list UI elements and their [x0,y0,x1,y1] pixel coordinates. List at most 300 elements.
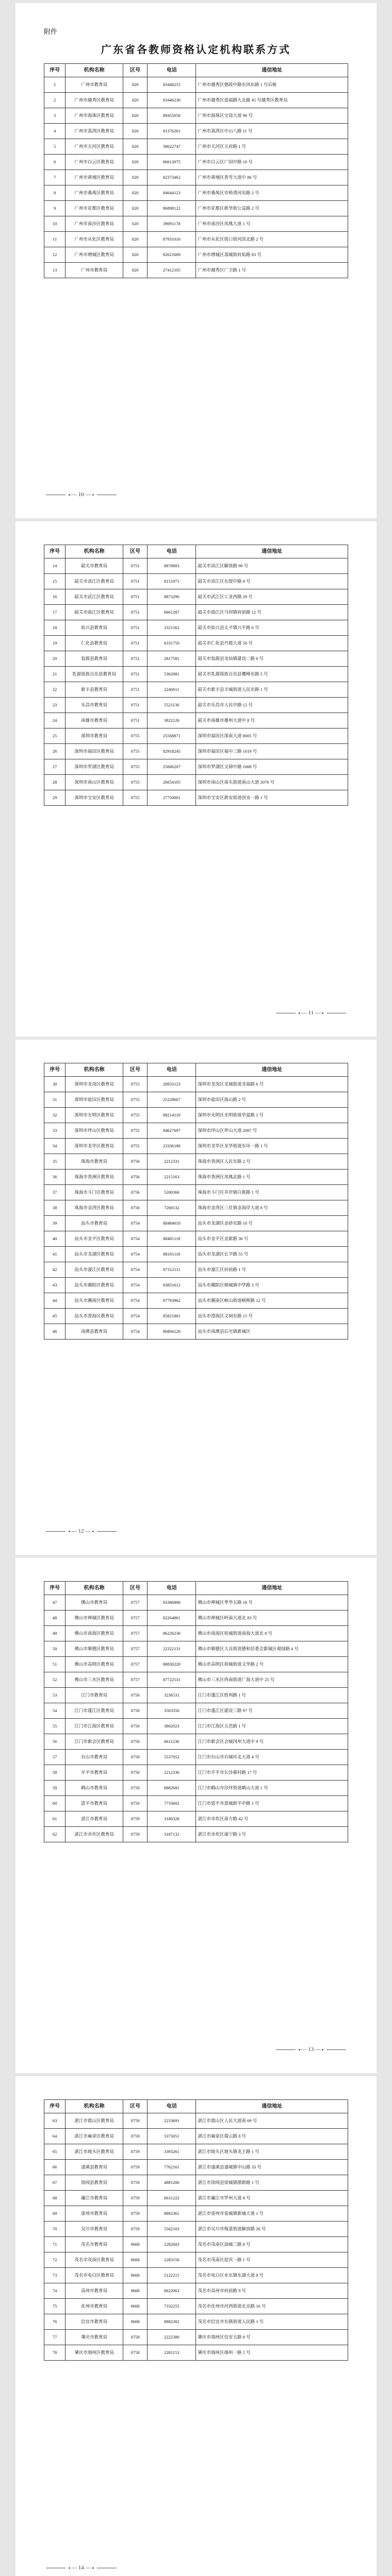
cell-name: 汕头市濠江区教育局 [66,1262,123,1278]
cell-address: 韶关市曲江区马坝镇府前路 12 号 [196,605,348,620]
column-header-area: 区号 [123,1582,148,1595]
table-row [44,620,348,636]
cell-name: 珠海市金湾区教育局 [66,1200,123,1216]
cell-name: 化州市教育局 [66,2299,123,2314]
page-number-text: — 11 — [301,1010,321,1016]
cell-name: 徐闻县教育局 [66,2175,123,2191]
cell-area: 0750 [123,1796,148,1811]
cell-name: 广州市从化区教育局 [66,232,123,247]
cell-name: 茂名市电白区教育局 [66,2268,123,2283]
cell-phone: 85821881 [148,1309,196,1324]
cell-name: 珠海市香洲区教育局 [66,1170,123,1185]
cell-phone: 5122215 [148,2268,196,2283]
cell-no: 43 [44,1278,66,1293]
cell-area: 0668 [123,2283,148,2299]
column-header-phone: 电话 [148,1063,196,1077]
cell-no: 68 [44,2191,66,2206]
cell-no: 23 [44,698,66,713]
cell-area: 0751 [123,558,148,574]
cell-name: 佛山市顺德区教育局 [66,1641,123,1657]
cell-address: 广州市天河区天府路 1 号 [196,139,348,155]
column-header-address: 通信地址 [196,1063,348,1077]
cell-area: 0756 [123,1154,148,1170]
cell-area: 0756 [123,1170,148,1185]
column-header-no: 序号 [44,1063,66,1077]
cell-area: 0755 [123,790,148,806]
cell-name: 恩平市教育局 [66,1796,123,1811]
column-header-address: 通信地址 [196,2100,348,2113]
table-row [44,1154,348,1170]
cell-name: 佛山市禅城区教育局 [66,1611,123,1626]
cell-area: 0751 [123,589,148,605]
column-header-area: 区号 [123,64,148,77]
cell-address: 韶关市乐昌市人民中路 12 号 [196,698,348,713]
cell-phone: 28933123 [148,1077,196,1092]
cell-phone: 7762161 [148,2160,196,2175]
cell-area: 0759 [123,2129,148,2144]
cell-address: 湛江市吴川市梅菉街道解放路 26 号 [196,2222,348,2237]
cell-phone: 3503356 [148,1703,196,1719]
table-row [44,2252,348,2268]
cell-no: 55 [44,1719,66,1734]
cell-no: 33 [44,1123,66,1139]
table-row [44,93,348,108]
table-row [44,1123,348,1139]
column-header-area: 区号 [123,2100,148,2113]
table-row [44,1750,348,1765]
cell-phone: 7268132 [148,1200,196,1216]
cell-no: 25 [44,728,66,744]
cell-no: 40 [44,1231,66,1247]
table-row [44,574,348,589]
cell-name: 茂名市教育局 [66,2237,123,2252]
cell-name: 韶关市曲江区教育局 [66,605,123,620]
page-number [44,1528,119,1534]
cell-phone: 4881206 [148,2175,196,2191]
cell-phone: 83386806 [148,1595,196,1611]
cell-no: 49 [44,1626,66,1641]
column-header-area: 区号 [123,545,148,558]
cell-area: 0759 [123,2206,148,2222]
contact-table [44,545,348,806]
cell-area: 0751 [123,713,148,728]
table-row [44,744,348,759]
cell-name: 韶关市教育局 [66,558,123,574]
cell-area: 020 [123,216,148,232]
table-row [44,263,348,278]
cell-area: 0755 [123,759,148,775]
cell-address: 深圳市南山区南头街道南山大道 2076 号 [196,775,348,790]
table-row [44,1703,348,1719]
table-row [44,589,348,605]
cell-address: 广州市增城区荔城街府佑路 83 号 [196,247,348,263]
cell-area: 0750 [123,1734,148,1750]
table-row [44,713,348,728]
cell-no: 56 [44,1734,66,1750]
table-row [44,1688,348,1703]
cell-name: 信宜市教育局 [66,2314,123,2330]
cell-area: 020 [123,155,148,170]
cell-phone: 88481118 [148,1231,196,1247]
cell-area: 0754 [123,1247,148,1262]
cell-phone: 2817581 [148,651,196,667]
contact-table [44,63,348,278]
cell-area: 0756 [123,1185,148,1200]
table-row [44,682,348,698]
cell-no: 44 [44,1293,66,1309]
table-row [44,1108,348,1123]
table-row [44,170,348,185]
cell-area: 020 [123,93,148,108]
table-row [44,2144,348,2160]
cell-name: 广州市教育局 [66,263,123,278]
page-number-text: — 12 — [71,1528,91,1534]
cell-address: 深圳市福田区福中三路 1019 号 [196,744,348,759]
cell-name: 南雄市教育局 [66,713,123,728]
cell-address: 广州市花都区新华街公益路 2 号 [196,201,348,216]
cell-area: 0759 [123,1827,148,1842]
cell-name: 吴川市教育局 [66,2222,123,2237]
cell-address: 韶关市仁化县丹霞大道 50 号 [196,636,348,651]
cell-name: 佛山市教育局 [66,1595,123,1611]
column-header-no: 序号 [44,64,66,77]
cell-name: 汕头市澄海区教育局 [66,1309,123,1324]
cell-area: 0750 [123,1719,148,1734]
table-row [44,2160,348,2175]
cell-phone: 2282603 [148,2237,196,2252]
cell-phone: 2212336 [148,1765,196,1781]
cell-no: 74 [44,2283,66,2299]
cell-name: 开平市教育局 [66,1765,123,1781]
table-row [44,1811,348,1827]
column-header-phone: 电话 [148,1582,196,1595]
cell-address: 湛江市赤坎区南方路 42 号 [196,1811,348,1827]
cell-phone: 87793962 [148,1293,196,1309]
column-header-phone: 电话 [148,545,196,558]
column-header-address: 通信地址 [196,545,348,558]
table-row [44,759,348,775]
cell-no: 24 [44,713,66,728]
cell-name: 广州市黄埔区教育局 [66,170,123,185]
cell-no: 60 [44,1796,66,1811]
cell-phone: 22322131 [148,1641,196,1657]
cell-no: 78 [44,2345,66,2361]
cell-phone: 88830220 [148,1657,196,1672]
cell-address: 汕头市龙湖区金砂东路 10 号 [196,1216,348,1231]
table-row [44,2330,348,2345]
table-row [44,1231,348,1247]
document-page [15,1040,377,1555]
cell-area: 0757 [123,1657,148,1672]
cell-no: 41 [44,1247,66,1262]
table-row [44,185,348,201]
table-header-row [44,1582,348,1595]
table-row [44,1827,348,1842]
table-row [44,651,348,667]
cell-no: 42 [44,1262,66,1278]
cell-no: 3 [44,108,66,124]
cell-no: 73 [44,2268,66,2283]
cell-phone: 87312111 [148,1262,196,1278]
cell-name: 肇庆市端州区教育局 [66,2345,123,2361]
table-row [44,1309,348,1324]
table-row [44,2345,348,2361]
cell-area: 0751 [123,620,148,636]
cell-name: 深圳市南山区教育局 [66,775,123,790]
cell-name: 深圳市龙华区教育局 [66,1139,123,1154]
column-header-name: 机构名称 [66,1582,123,1595]
cell-no: 35 [44,1154,66,1170]
cell-area: 020 [123,124,148,139]
cell-name: 广州市花都区教育局 [66,201,123,216]
cell-area: 0756 [123,1200,148,1216]
cell-phone: 82373462 [148,170,196,185]
cell-area: 0755 [123,1123,148,1139]
cell-area: 020 [123,247,148,263]
column-header-name: 机构名称 [66,545,123,558]
cell-area: 0755 [123,744,148,759]
cell-phone: 6331750 [148,636,196,651]
cell-phone: 3822126 [148,713,196,728]
cell-no: 34 [44,1139,66,1154]
cell-phone: 83446236 [148,93,196,108]
cell-no: 38 [44,1200,66,1216]
cell-address: 广州市荔湾区中山八路 11 号 [196,124,348,139]
cell-area: 0754 [123,1216,148,1231]
cell-no: 77 [44,2330,66,2345]
cell-no: 36 [44,1170,66,1185]
cell-area: 0750 [123,1765,148,1781]
cell-name: 广州市越秀区教育局 [66,93,123,108]
cell-name: 江门市江海区教育局 [66,1719,123,1734]
cell-address: 广州市越秀区广卫路 1 号 [196,263,348,278]
cell-address: 佛山市禅城区岭南大道北 83 号 [196,1611,348,1626]
cell-name: 深圳市光明区教育局 [66,1108,123,1123]
cell-address: 深圳市福田区深南大道 8005 号 [196,728,348,744]
cell-address: 汕头市南澳县后宅镇新城区 [196,1324,348,1340]
cell-name: 乳源瑶族自治县教育局 [66,667,123,682]
table-row [44,1641,348,1657]
cell-area: 0755 [123,728,148,744]
cell-area: 0755 [123,1092,148,1108]
cell-name: 新丰县教育局 [66,682,123,698]
table-row [44,1626,348,1641]
document-page [15,3,377,518]
table-row [44,605,348,620]
table-row [44,2314,348,2330]
cell-area: 0751 [123,605,148,620]
cell-no: 70 [44,2222,66,2237]
page-number-text: — 10 — [71,492,91,498]
cell-phone: 84627697 [148,1123,196,1139]
cell-no: 9 [44,201,66,216]
cell-no: 6 [44,155,66,170]
cell-no: 37 [44,1185,66,1200]
cell-phone: 3862023 [148,1719,196,1734]
cell-phone: 86226236 [148,1626,196,1641]
cell-phone: 82621669 [148,247,196,263]
cell-address: 广州市越秀区德政中路东风东路 1 号后栋 [196,77,348,93]
cell-no: 59 [44,1781,66,1796]
cell-address: 茂名市电白区水东镇东湖大道 8 号 [196,2268,348,2283]
cell-name: 广州市南沙区教育局 [66,216,123,232]
cell-no: 45 [44,1309,66,1324]
cell-phone: 3187132 [148,1827,196,1842]
cell-area: 0754 [123,1293,148,1309]
cell-address: 江门市鹤山市沙坪街道鹤山大道 1 号 [196,1781,348,1796]
cell-no: 65 [44,2144,66,2160]
cell-no: 66 [44,2160,66,2175]
cell-area: 0754 [123,1231,148,1247]
cell-phone: 2212331 [148,1154,196,1170]
table-header-row [44,64,348,77]
cell-no: 46 [44,1324,66,1340]
cell-name: 深圳市坪山区教育局 [66,1123,123,1139]
cell-name: 广州市海珠区教育局 [66,108,123,124]
cell-phone: 88214110 [148,1108,196,1123]
table-row [44,1278,348,1293]
column-header-name: 机构名称 [66,2100,123,2113]
cell-name: 湛江市霞山区教育局 [66,2113,123,2129]
cell-phone: 6661287 [148,605,196,620]
cell-area: 0755 [123,1077,148,1092]
cell-address: 江门市蓬江区胜利路 1 号 [196,1688,348,1703]
table-row [44,139,348,155]
page-number [274,2046,349,2053]
cell-area: 0759 [123,2222,148,2237]
cell-no: 22 [44,682,66,698]
cell-address: 汕头市潮阳区棉城镇中华路 3 号 [196,1278,348,1293]
table-row [44,2191,348,2206]
cell-address: 佛山市三水区西南街道广海大道中 25 号 [196,1672,348,1688]
cell-address: 江门市台山市台城环北大道 4 号 [196,1750,348,1765]
cell-address: 湛江市麻章区瑞云路 8 号 [196,2129,348,2144]
cell-address: 珠海市香洲区凤凰北路 1 号 [196,1170,348,1185]
cell-phone: 6631222 [148,2191,196,2206]
cell-no: 75 [44,2299,66,2314]
cell-phone: 6611236 [148,1734,196,1750]
cell-no: 47 [44,1595,66,1611]
cell-phone: 87931016 [148,232,196,247]
cell-no: 62 [44,1827,66,1842]
cell-no: 51 [44,1657,66,1672]
cell-area: 0759 [123,2175,148,2191]
cell-address: 深圳市盐田区海山路 2 号 [196,1092,348,1108]
cell-area: 020 [123,185,148,201]
cell-address: 佛山市高明区荷城街道文华路 2 号 [196,1657,348,1672]
cell-address: 湛江市廉江市罗州大道 8 号 [196,2191,348,2206]
cell-no: 63 [44,2113,66,2129]
attachment-label: 附件 [44,28,58,36]
document-page [15,521,377,1037]
cell-area: 0757 [123,1672,148,1688]
table-row [44,1247,348,1262]
cell-no: 31 [44,1092,66,1108]
column-header-no: 序号 [44,2100,66,2113]
document-title: 广东省各教师资格认定机构联系方式 [101,44,291,56]
cell-area: 020 [123,108,148,124]
column-header-address: 通信地址 [196,64,348,77]
table-row [44,728,348,744]
cell-phone: 7332255 [148,2299,196,2314]
cell-address: 珠海市斗门区井岸镇白蕉路 1 号 [196,1185,348,1200]
cell-no: 20 [44,651,66,667]
table-row [44,558,348,574]
cell-phone: 82264861 [148,1611,196,1626]
cell-phone: 8882361 [148,2206,196,2222]
cell-area: 020 [123,201,148,216]
column-header-area: 区号 [123,1063,148,1077]
cell-area: 0751 [123,636,148,651]
cell-address: 广州市黄埔区香雪大道中 86 号 [196,170,348,185]
cell-name: 佛山市高明区教育局 [66,1657,123,1672]
cell-no: 18 [44,620,66,636]
cell-name: 肇庆市教育局 [66,2330,123,2345]
table-row [44,1765,348,1781]
cell-no: 13 [44,263,66,278]
table-row [44,1216,348,1231]
cell-name: 翁源县教育局 [66,651,123,667]
table-row [44,2222,348,2237]
cell-no: 57 [44,1750,66,1765]
table-header-row [44,545,348,558]
cell-phone: 8151971 [148,574,196,589]
cell-no: 54 [44,1703,66,1719]
cell-name: 汕头市金平区教育局 [66,1231,123,1247]
cell-no: 28 [44,775,66,790]
cell-area: 0759 [123,2160,148,2175]
column-header-name: 机构名称 [66,64,123,77]
cell-phone: 5537052 [148,1750,196,1765]
cell-no: 69 [44,2206,66,2222]
table-row [44,247,348,263]
cell-no: 76 [44,2314,66,2330]
table-row [44,1092,348,1108]
cell-area: 0751 [123,698,148,713]
table-row [44,1796,348,1811]
cell-area: 0758 [123,2330,148,2345]
cell-no: 58 [44,1765,66,1781]
cell-address: 广州市南沙区凤凰大道 1 号 [196,216,348,232]
cell-address: 深圳市光明区光明街道华夏路 1 号 [196,1108,348,1123]
cell-address: 汕头市濠江区府前路 1 号 [196,1262,348,1278]
cell-address: 广州市海珠区宝岗大道 90 号 [196,108,348,124]
cell-area: 0751 [123,574,148,589]
table-row [44,1781,348,1796]
cell-area: 0751 [123,651,148,667]
cell-name: 江门市蓬江区教育局 [66,1703,123,1719]
cell-name: 鹤山市教育局 [66,1781,123,1796]
cell-no: 61 [44,1811,66,1827]
contact-table [44,2099,348,2361]
cell-phone: 2281153 [148,2345,196,2361]
cell-name: 韶关市浈江区教育局 [66,574,123,589]
cell-no: 27 [44,759,66,775]
column-header-no: 序号 [44,545,66,558]
cell-area: 0759 [123,1811,148,1827]
cell-area: 0759 [123,2144,148,2160]
cell-name: 汕头市教育局 [66,1216,123,1231]
cell-no: 21 [44,667,66,682]
cell-no: 29 [44,790,66,806]
cell-address: 汕头市潮南区峡山街道峡晖路 12 号 [196,1293,348,1309]
cell-phone: 38622747 [148,139,196,155]
table-row [44,2299,348,2314]
cell-address: 韶关市翁源县龙仙镇建设二路 6 号 [196,651,348,667]
table-row [44,2283,348,2299]
cell-no: 67 [44,2175,66,2191]
page-number [44,492,119,498]
